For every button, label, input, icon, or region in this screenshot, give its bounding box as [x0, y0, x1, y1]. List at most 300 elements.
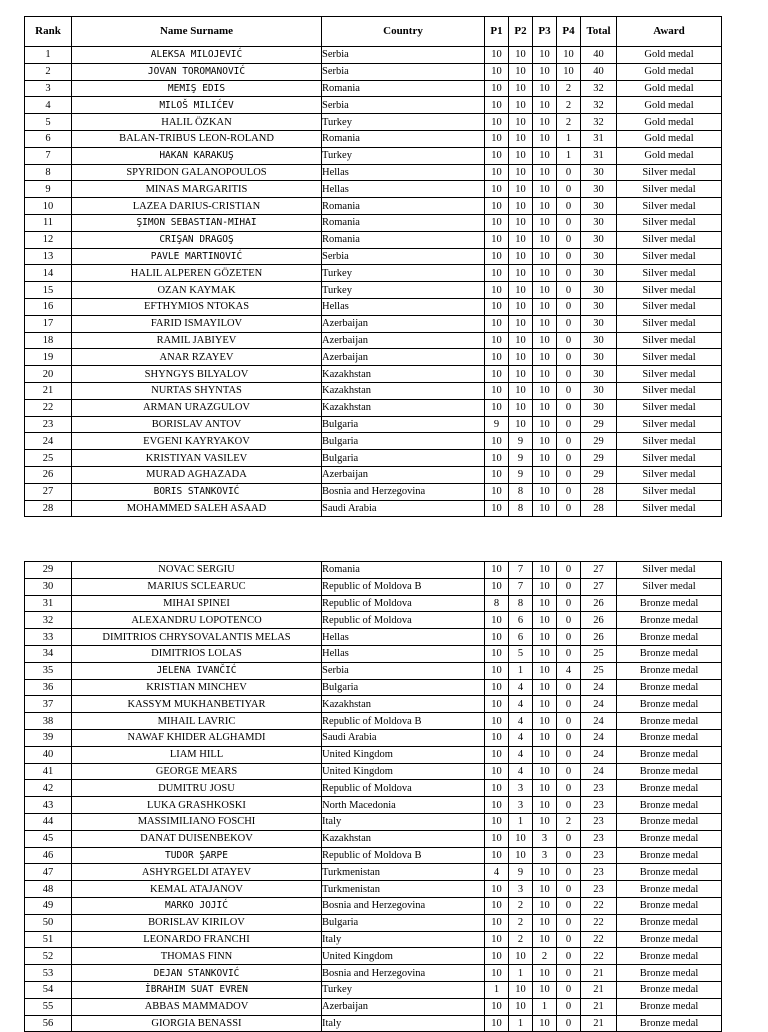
rank-cell: 37: [25, 696, 72, 713]
p4-cell: 0: [557, 265, 581, 282]
award-cell: Bronze medal: [617, 662, 722, 679]
rank-cell: 26: [25, 466, 72, 483]
total-cell: 30: [581, 332, 617, 349]
p3-cell: 10: [533, 562, 557, 579]
total-cell: 23: [581, 813, 617, 830]
award-cell: Silver medal: [617, 366, 722, 383]
p4-cell: 10: [557, 47, 581, 64]
total-cell: 25: [581, 645, 617, 662]
p4-cell: 0: [557, 466, 581, 483]
country-cell: Hellas: [322, 629, 485, 646]
p3-cell: 10: [533, 713, 557, 730]
rank-cell: 28: [25, 500, 72, 517]
name-cell: KEMAL ATAJANOV: [72, 881, 322, 898]
total-cell: 23: [581, 830, 617, 847]
p4-cell: 1: [557, 130, 581, 147]
rank-cell: 38: [25, 713, 72, 730]
header-country: Country: [322, 17, 485, 47]
p4-cell: 4: [557, 662, 581, 679]
award-cell: Bronze medal: [617, 998, 722, 1015]
p4-cell: 0: [557, 763, 581, 780]
header-name: Name Surname: [72, 17, 322, 47]
p1-cell: 10: [485, 662, 509, 679]
p2-cell: 1: [509, 1015, 533, 1032]
name-cell: DUMITRU JOSU: [72, 780, 322, 797]
p1-cell: 10: [485, 282, 509, 299]
p3-cell: 10: [533, 147, 557, 164]
p3-cell: 10: [533, 931, 557, 948]
rank-cell: 33: [25, 629, 72, 646]
rank-cell: 29: [25, 562, 72, 579]
award-cell: Gold medal: [617, 47, 722, 64]
name-cell: KASSYM MUKHANBETIYAR: [72, 696, 322, 713]
header-p1: P1: [485, 17, 509, 47]
p1-cell: 10: [485, 248, 509, 265]
table-row: [25, 813, 722, 830]
country-cell: Azerbaijan: [322, 466, 485, 483]
name-cell: MIHAI SPINEI: [72, 595, 322, 612]
p3-cell: 10: [533, 629, 557, 646]
total-cell: 30: [581, 164, 617, 181]
p3-cell: 10: [533, 746, 557, 763]
p4-cell: 0: [557, 897, 581, 914]
p4-cell: 2: [557, 97, 581, 114]
total-cell: 26: [581, 612, 617, 629]
p1-cell: 10: [485, 629, 509, 646]
country-cell: Italy: [322, 1015, 485, 1032]
p2-cell: 10: [509, 147, 533, 164]
award-cell: Silver medal: [617, 562, 722, 579]
name-cell: MARKO JOJIĆ: [72, 897, 322, 914]
table-row: [25, 562, 722, 579]
country-cell: Serbia: [322, 662, 485, 679]
p2-cell: 2: [509, 914, 533, 931]
total-cell: 30: [581, 214, 617, 231]
p4-cell: 0: [557, 282, 581, 299]
table-row: [25, 164, 722, 181]
p3-cell: 3: [533, 847, 557, 864]
total-cell: 30: [581, 231, 617, 248]
name-cell: LEONARDO FRANCHI: [72, 931, 322, 948]
p3-cell: 10: [533, 164, 557, 181]
p2-cell: 7: [509, 578, 533, 595]
p4-cell: 0: [557, 595, 581, 612]
total-cell: 21: [581, 1015, 617, 1032]
p4-cell: 0: [557, 629, 581, 646]
p2-cell: 10: [509, 981, 533, 998]
p2-cell: 10: [509, 80, 533, 97]
name-cell: GIORGIA BENASSI: [72, 1015, 322, 1032]
total-cell: 24: [581, 713, 617, 730]
p4-cell: 0: [557, 332, 581, 349]
name-cell: LAZEA DARIUS-CRISTIAN: [72, 198, 322, 215]
p2-cell: 10: [509, 47, 533, 64]
p3-cell: 10: [533, 181, 557, 198]
table-row: [25, 881, 722, 898]
name-cell: ALEXANDRU LOPOTENCO: [72, 612, 322, 629]
award-cell: Silver medal: [617, 298, 722, 315]
award-cell: Silver medal: [617, 578, 722, 595]
total-cell: 23: [581, 847, 617, 864]
award-cell: Silver medal: [617, 416, 722, 433]
award-cell: Bronze medal: [617, 746, 722, 763]
p3-cell: 1: [533, 998, 557, 1015]
rank-cell: 20: [25, 366, 72, 383]
p1-cell: 10: [485, 713, 509, 730]
p3-cell: 10: [533, 914, 557, 931]
country-cell: Bulgaria: [322, 416, 485, 433]
country-cell: Romania: [322, 198, 485, 215]
total-cell: 22: [581, 897, 617, 914]
p2-cell: 8: [509, 500, 533, 517]
name-cell: LIAM HILL: [72, 746, 322, 763]
rank-cell: 1: [25, 47, 72, 64]
total-cell: 30: [581, 298, 617, 315]
award-cell: Bronze medal: [617, 948, 722, 965]
table-row: [25, 214, 722, 231]
p4-cell: 0: [557, 965, 581, 982]
award-cell: Bronze medal: [617, 679, 722, 696]
total-cell: 23: [581, 780, 617, 797]
p1-cell: 10: [485, 914, 509, 931]
name-cell: EFTHYMIOS NTOKAS: [72, 298, 322, 315]
p2-cell: 4: [509, 679, 533, 696]
p4-cell: 0: [557, 713, 581, 730]
table-row: [25, 466, 722, 483]
total-cell: 30: [581, 282, 617, 299]
p2-cell: 9: [509, 864, 533, 881]
p3-cell: 10: [533, 612, 557, 629]
table-row: [25, 97, 722, 114]
rank-cell: 17: [25, 315, 72, 332]
table-row: [25, 780, 722, 797]
p1-cell: 10: [485, 830, 509, 847]
total-cell: 40: [581, 47, 617, 64]
p3-cell: 10: [533, 63, 557, 80]
p4-cell: 0: [557, 500, 581, 517]
rank-cell: 22: [25, 399, 72, 416]
p2-cell: 4: [509, 729, 533, 746]
country-cell: Hellas: [322, 164, 485, 181]
header-p3: P3: [533, 17, 557, 47]
rank-cell: 21: [25, 382, 72, 399]
award-cell: Bronze medal: [617, 847, 722, 864]
p3-cell: 10: [533, 97, 557, 114]
total-cell: 29: [581, 450, 617, 467]
total-cell: 31: [581, 147, 617, 164]
p3-cell: 10: [533, 130, 557, 147]
country-cell: Saudi Arabia: [322, 500, 485, 517]
p2-cell: 3: [509, 780, 533, 797]
name-cell: ANAR RZAYEV: [72, 349, 322, 366]
country-cell: Bosnia and Herzegovina: [322, 965, 485, 982]
name-cell: KRISTIAN MINCHEV: [72, 679, 322, 696]
p1-cell: 10: [485, 645, 509, 662]
rank-cell: 10: [25, 198, 72, 215]
country-cell: Turkmenistan: [322, 864, 485, 881]
p4-cell: 0: [557, 696, 581, 713]
name-cell: MILOŠ MILIĆEV: [72, 97, 322, 114]
country-cell: Kazakhstan: [322, 696, 485, 713]
country-cell: Bulgaria: [322, 914, 485, 931]
p2-cell: 10: [509, 63, 533, 80]
p4-cell: 0: [557, 914, 581, 931]
table-row: [25, 679, 722, 696]
p2-cell: 1: [509, 965, 533, 982]
p4-cell: 0: [557, 729, 581, 746]
country-cell: Romania: [322, 231, 485, 248]
country-cell: Kazakhstan: [322, 366, 485, 383]
table-row: [25, 114, 722, 131]
table-row: [25, 830, 722, 847]
p1-cell: 10: [485, 500, 509, 517]
p3-cell: 10: [533, 248, 557, 265]
p1-cell: 10: [485, 729, 509, 746]
name-cell: PAVLE MARTINOVIĆ: [72, 248, 322, 265]
p1-cell: 10: [485, 433, 509, 450]
total-cell: 22: [581, 931, 617, 948]
table-row: [25, 80, 722, 97]
rank-cell: 9: [25, 181, 72, 198]
rank-cell: 14: [25, 265, 72, 282]
p4-cell: 0: [557, 181, 581, 198]
p1-cell: 10: [485, 265, 509, 282]
table-row: [25, 1015, 722, 1032]
country-cell: United Kingdom: [322, 948, 485, 965]
table-row: [25, 332, 722, 349]
rank-cell: 32: [25, 612, 72, 629]
p1-cell: 10: [485, 562, 509, 579]
table-row: [25, 729, 722, 746]
total-cell: 31: [581, 130, 617, 147]
p4-cell: 0: [557, 349, 581, 366]
total-cell: 29: [581, 416, 617, 433]
country-cell: Saudi Arabia: [322, 729, 485, 746]
p3-cell: 10: [533, 349, 557, 366]
rank-cell: 31: [25, 595, 72, 612]
name-cell: MASSIMILIANO FOSCHI: [72, 813, 322, 830]
award-cell: Silver medal: [617, 231, 722, 248]
total-cell: 23: [581, 797, 617, 814]
p1-cell: 10: [485, 763, 509, 780]
p1-cell: 10: [485, 679, 509, 696]
p1-cell: 10: [485, 349, 509, 366]
p1-cell: 10: [485, 399, 509, 416]
p1-cell: 10: [485, 231, 509, 248]
p1-cell: 10: [485, 366, 509, 383]
p2-cell: 3: [509, 881, 533, 898]
table-row: [25, 897, 722, 914]
table-row: [25, 797, 722, 814]
rank-cell: 24: [25, 433, 72, 450]
country-cell: Romania: [322, 562, 485, 579]
country-cell: Bosnia and Herzegovina: [322, 897, 485, 914]
p3-cell: 10: [533, 47, 557, 64]
p4-cell: 0: [557, 981, 581, 998]
p2-cell: 10: [509, 214, 533, 231]
p2-cell: 10: [509, 265, 533, 282]
country-cell: Turkey: [322, 282, 485, 299]
p4-cell: 0: [557, 450, 581, 467]
rank-cell: 56: [25, 1015, 72, 1032]
p2-cell: 4: [509, 763, 533, 780]
name-cell: SPYRIDON GALANOPOULOS: [72, 164, 322, 181]
p3-cell: 10: [533, 282, 557, 299]
country-cell: Hellas: [322, 645, 485, 662]
table-row: [25, 231, 722, 248]
award-cell: Silver medal: [617, 483, 722, 500]
name-cell: DEJAN STANKOVIĆ: [72, 965, 322, 982]
name-cell: MOHAMMED SALEH ASAAD: [72, 500, 322, 517]
total-cell: 30: [581, 248, 617, 265]
p2-cell: 7: [509, 562, 533, 579]
rank-cell: 42: [25, 780, 72, 797]
p2-cell: 10: [509, 399, 533, 416]
p3-cell: 10: [533, 780, 557, 797]
rank-cell: 5: [25, 114, 72, 131]
p4-cell: 0: [557, 780, 581, 797]
p3-cell: 10: [533, 578, 557, 595]
name-cell: BALAN-TRIBUS LEON-ROLAND: [72, 130, 322, 147]
name-cell: MURAD AGHAZADA: [72, 466, 322, 483]
p2-cell: 1: [509, 662, 533, 679]
p4-cell: 1: [557, 147, 581, 164]
total-cell: 28: [581, 483, 617, 500]
country-cell: Romania: [322, 214, 485, 231]
country-cell: Serbia: [322, 248, 485, 265]
p3-cell: 10: [533, 729, 557, 746]
p2-cell: 10: [509, 198, 533, 215]
award-cell: Bronze medal: [617, 1015, 722, 1032]
p3-cell: 10: [533, 231, 557, 248]
total-cell: 32: [581, 114, 617, 131]
p1-cell: 10: [485, 47, 509, 64]
rank-cell: 27: [25, 483, 72, 500]
table-row: [25, 366, 722, 383]
p2-cell: 10: [509, 114, 533, 131]
rank-cell: 49: [25, 897, 72, 914]
award-cell: Silver medal: [617, 282, 722, 299]
name-cell: KRISTIYAN VASILEV: [72, 450, 322, 467]
rank-cell: 39: [25, 729, 72, 746]
rank-cell: 18: [25, 332, 72, 349]
table-row: [25, 998, 722, 1015]
p4-cell: 0: [557, 382, 581, 399]
award-cell: Silver medal: [617, 450, 722, 467]
p2-cell: 8: [509, 595, 533, 612]
country-cell: Republic of Moldova B: [322, 713, 485, 730]
p1-cell: 1: [485, 981, 509, 998]
p4-cell: 0: [557, 198, 581, 215]
award-cell: Silver medal: [617, 399, 722, 416]
p4-cell: 0: [557, 164, 581, 181]
country-cell: Serbia: [322, 97, 485, 114]
p4-cell: 0: [557, 315, 581, 332]
p2-cell: 10: [509, 97, 533, 114]
rank-cell: 30: [25, 578, 72, 595]
name-cell: BORISLAV KIRILOV: [72, 914, 322, 931]
p1-cell: 10: [485, 466, 509, 483]
p4-cell: 0: [557, 298, 581, 315]
p3-cell: 10: [533, 265, 557, 282]
total-cell: 24: [581, 679, 617, 696]
country-cell: Kazakhstan: [322, 399, 485, 416]
total-cell: 32: [581, 97, 617, 114]
total-cell: 27: [581, 578, 617, 595]
p1-cell: 10: [485, 1015, 509, 1032]
total-cell: 22: [581, 948, 617, 965]
p3-cell: 10: [533, 679, 557, 696]
table-row: [25, 315, 722, 332]
table-row: [25, 248, 722, 265]
p1-cell: 10: [485, 130, 509, 147]
p2-cell: 10: [509, 248, 533, 265]
total-cell: 32: [581, 80, 617, 97]
p1-cell: 10: [485, 315, 509, 332]
p1-cell: 10: [485, 63, 509, 80]
p4-cell: 0: [557, 433, 581, 450]
p3-cell: 10: [533, 332, 557, 349]
p3-cell: 10: [533, 315, 557, 332]
award-cell: Bronze medal: [617, 914, 722, 931]
table-row: [25, 483, 722, 500]
name-cell: MIHAIL LAVRIC: [72, 713, 322, 730]
table-row: [25, 713, 722, 730]
country-cell: Serbia: [322, 47, 485, 64]
name-cell: HALIL ÖZKAN: [72, 114, 322, 131]
p2-cell: 1: [509, 813, 533, 830]
award-cell: Bronze medal: [617, 612, 722, 629]
header-p2: P2: [509, 17, 533, 47]
p4-cell: 0: [557, 612, 581, 629]
name-cell: ALEKSA MILOJEVIĆ: [72, 47, 322, 64]
p3-cell: 10: [533, 466, 557, 483]
p2-cell: 6: [509, 629, 533, 646]
rank-cell: 2: [25, 63, 72, 80]
award-cell: Bronze medal: [617, 763, 722, 780]
p3-cell: 10: [533, 1015, 557, 1032]
award-cell: Bronze medal: [617, 981, 722, 998]
country-cell: North Macedonia: [322, 797, 485, 814]
table-row: [25, 450, 722, 467]
table-row: [25, 595, 722, 612]
award-cell: Silver medal: [617, 198, 722, 215]
name-cell: MINAS MARGARITIS: [72, 181, 322, 198]
name-cell: NAWAF KHIDER ALGHAMDI: [72, 729, 322, 746]
p4-cell: 0: [557, 797, 581, 814]
p3-cell: 10: [533, 763, 557, 780]
award-cell: Bronze medal: [617, 696, 722, 713]
country-cell: Republic of Moldova: [322, 780, 485, 797]
p1-cell: 10: [485, 746, 509, 763]
header-total: Total: [581, 17, 617, 47]
rank-cell: 11: [25, 214, 72, 231]
p2-cell: 10: [509, 998, 533, 1015]
rank-cell: 13: [25, 248, 72, 265]
total-cell: 29: [581, 433, 617, 450]
rank-cell: 15: [25, 282, 72, 299]
p3-cell: 10: [533, 198, 557, 215]
name-cell: CRIŞAN DRAGOŞ: [72, 231, 322, 248]
name-cell: MARIUS SCLEARUC: [72, 578, 322, 595]
total-cell: 25: [581, 662, 617, 679]
award-cell: Gold medal: [617, 63, 722, 80]
p1-cell: 10: [485, 696, 509, 713]
award-cell: Silver medal: [617, 349, 722, 366]
p2-cell: 10: [509, 847, 533, 864]
p4-cell: 0: [557, 645, 581, 662]
p4-cell: 0: [557, 864, 581, 881]
